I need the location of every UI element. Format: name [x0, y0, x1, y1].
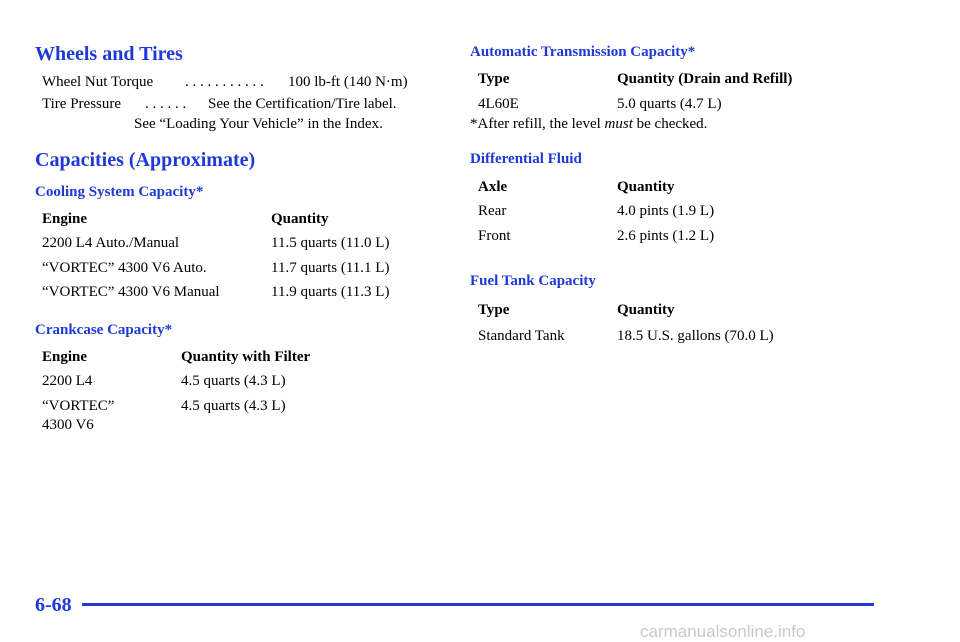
cooling-row-3-engine: “VORTEC” 4300 V6 Manual	[42, 284, 220, 300]
tire-pressure-leader: . . . . . .	[145, 96, 187, 112]
differential-row-2-axle: Front	[478, 228, 511, 244]
transmission-note-after: be checked.	[632, 116, 708, 132]
watermark: carmanualsonline.info	[640, 622, 806, 641]
differential-header-quantity: Quantity	[617, 179, 675, 195]
cooling-row-3-quantity: 11.9 quarts (11.3 L)	[271, 284, 390, 300]
crankcase-header-quantity: Quantity with Filter	[181, 349, 311, 365]
page-number: 6-68	[35, 594, 72, 616]
wheel-nut-torque-value: 100 lb-ft (140 N·m)	[288, 74, 408, 90]
transmission-note	[470, 116, 707, 133]
fuel-row-type: Standard Tank	[478, 328, 565, 344]
fuel-row-quantity: 18.5 U.S. gallons (70.0 L)	[617, 328, 774, 344]
wheel-nut-torque-leader: . . . . . . . . . . .	[185, 74, 264, 90]
transmission-note-before: *After refill, the level	[470, 116, 605, 132]
fuel-header-quantity: Quantity	[617, 302, 675, 318]
cooling-row-2-engine: “VORTEC” 4300 V6 Auto.	[42, 260, 207, 276]
transmission-heading: Automatic Transmission Capacity*	[470, 44, 696, 60]
fuel-tank-heading: Fuel Tank Capacity	[470, 273, 596, 289]
differential-row-1-axle: Rear	[478, 203, 507, 219]
transmission-header-quantity: Quantity (Drain and Refill)	[617, 71, 793, 87]
transmission-row-quantity: 5.0 quarts (4.7 L)	[617, 96, 722, 112]
cooling-row-2-quantity: 11.7 quarts (11.1 L)	[271, 260, 390, 276]
crankcase-row-1-quantity: 4.5 quarts (4.3 L)	[181, 373, 286, 389]
transmission-row-type: 4L60E	[478, 96, 519, 112]
crankcase-row-1-engine: 2200 L4	[42, 373, 93, 389]
cooling-system-heading: Cooling System Capacity*	[35, 184, 204, 200]
differential-heading: Differential Fluid	[470, 151, 582, 167]
differential-row-1-quantity: 4.0 pints (1.9 L)	[617, 203, 715, 219]
cooling-header-engine: Engine	[42, 211, 88, 227]
crankcase-row-2-engine-line2: 4300 V6	[42, 417, 94, 433]
tire-pressure-note: See “Loading Your Vehicle” in the Index.	[134, 116, 383, 132]
differential-header-axle: Axle	[478, 179, 508, 195]
transmission-note-emphasis: must	[604, 116, 633, 132]
cooling-row-1-engine: 2200 L4 Auto./Manual	[42, 235, 180, 251]
cooling-header-quantity: Quantity	[271, 211, 329, 227]
tire-pressure-value: See the Certification/Tire label.	[208, 96, 397, 112]
wheels-tires-heading: Wheels and Tires	[35, 43, 183, 65]
cooling-row-1-quantity: 11.5 quarts (11.0 L)	[271, 235, 390, 251]
crankcase-heading: Crankcase Capacity*	[35, 322, 173, 338]
crankcase-header-engine: Engine	[42, 349, 88, 365]
differential-row-2-quantity: 2.6 pints (1.2 L)	[617, 228, 715, 244]
tire-pressure-label: Tire Pressure	[42, 96, 122, 112]
wheel-nut-torque-label: Wheel Nut Torque	[42, 74, 154, 90]
transmission-header-type: Type	[478, 71, 510, 87]
crankcase-row-2-engine: “VORTEC”	[42, 398, 115, 414]
crankcase-row-2-quantity: 4.5 quarts (4.3 L)	[181, 398, 286, 414]
footer-rule	[82, 603, 874, 606]
fuel-header-type: Type	[478, 302, 510, 318]
capacities-heading: Capacities (Approximate)	[35, 149, 256, 171]
